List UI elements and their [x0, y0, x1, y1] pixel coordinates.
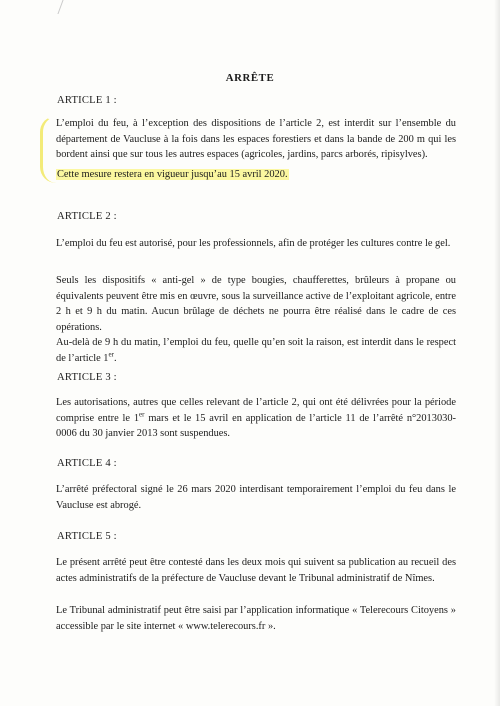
article-3-text-part-1: Les autorisations, autres que celles relevant de l’article 2, qui ont été délivrées pour la période comprise entre le 1: [56, 397, 456, 424]
article-5-paragraph-2: Le Tribunal administratif peut être saisi par l’application informatique « Telerecours Citoyens » accessible par le site internet « www.telerecours.fr ».: [56, 605, 456, 632]
article-2-paragraph-2: Seuls les dispositifs « anti-gel » de type bougies, chaufferettes, brûleurs à propane ou équivalents peuvent être mis en œuvre, sous la surveillance active de l’exploitant agricole, entre 2 h et 9 h du matin. Aucun brûlage de déchets ne pourra être réalisé dans le cadre de ces opérations.: [56, 275, 456, 333]
ordinal-superscript: er: [108, 350, 114, 359]
article-1-paragraph-2: [56, 167, 456, 183]
article-2-paragraph-3-end: .: [113, 352, 117, 364]
article-1-paragraph-1: L’emploi du feu, à l’exception des dispositions de l’article 2, est interdit sur l’ensemble du département de Vaucluse à la fois dans les espaces forestiers et dans la bande de 200 m qui les bordent ainsi que sur tous les autres espaces (agricoles, jardins, parcs arborés, ripisylves).: [56, 118, 456, 160]
document-title: ARRÊTE: [225, 72, 275, 84]
article-1-heading: ARTICLE 1 :: [57, 95, 117, 106]
ordinal-superscript: er: [139, 410, 145, 419]
article-3-text-part-2: mars et le 15 avril en application de l’article 11 de l’arrêté n°2013030-0006 du 30 janvier 2013 sont suspendues.: [56, 412, 456, 439]
article-4-heading: ARTICLE 4 :: [57, 458, 117, 469]
article-2-paragraph-3-text: Au-delà de 9 h du matin, l’emploi du feu, quelle qu’en soit la raison, est interdit dans le respect de l’article 1: [56, 337, 456, 364]
article-3-paragraph-1: [56, 395, 456, 442]
page-edge-shadow: [494, 0, 500, 706]
article-4-paragraph-1: L’arrêté préfectoral signé le 26 mars 2020 interdisant temporairement l’emploi du feu dans le Vaucluse est abrogé.: [56, 484, 456, 511]
article-2-paragraph-1: L’emploi du feu est autorisé, pour les professionnels, afin de protéger les cultures contre le gel.: [56, 238, 451, 249]
article-3-heading: ARTICLE 3 :: [57, 372, 117, 383]
article-2-heading: ARTICLE 2 :: [57, 211, 117, 222]
highlighted-validity-text: Cette mesure restera en vigueur jusqu’au 15 avril 2020.: [57, 169, 288, 180]
article-5-heading: ARTICLE 5 :: [57, 531, 117, 542]
article-5-paragraph-1: Le présent arrêté peut être contesté dans les deux mois qui suivent sa publication au recueil des actes administratifs de la préfecture de Vaucluse devant le Tribunal administratif de Nîmes.: [56, 557, 456, 584]
page-fold-mark: [57, 0, 71, 14]
article-2-paragraph-3: [56, 335, 456, 366]
